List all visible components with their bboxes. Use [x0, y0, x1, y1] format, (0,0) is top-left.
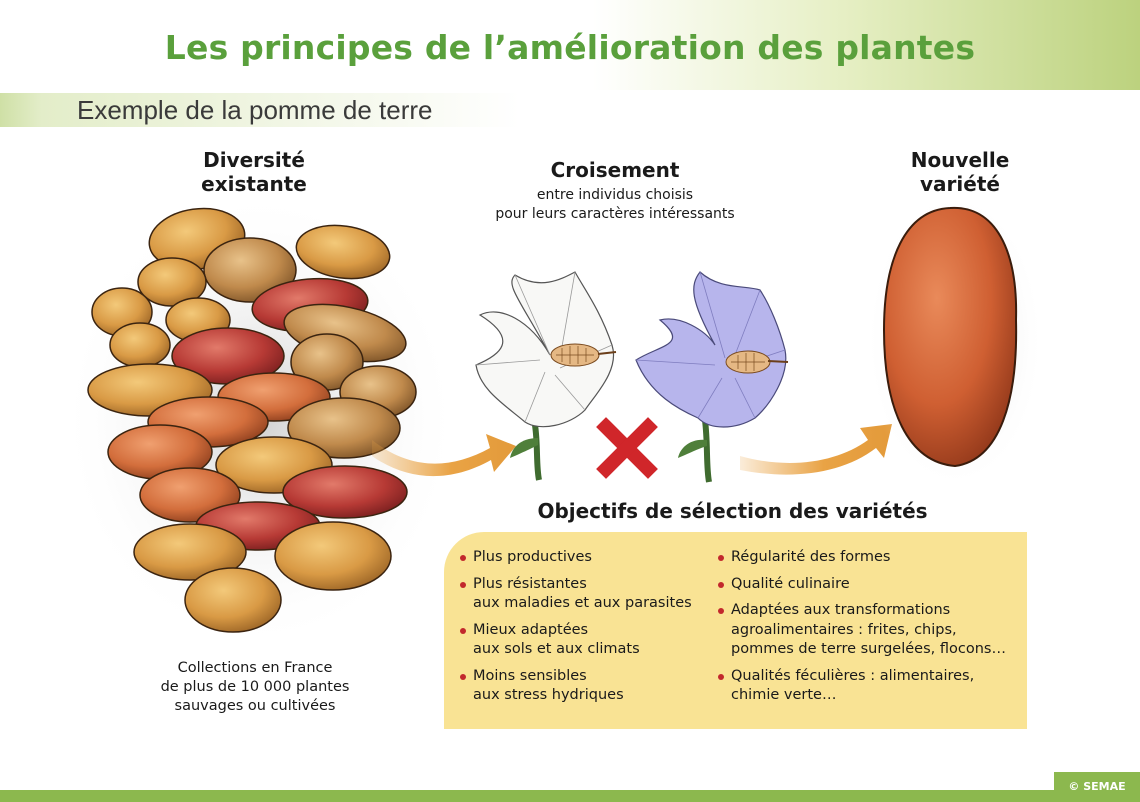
- new-variety-potato-illustration: [865, 190, 1045, 490]
- objective-item: [717, 548, 1022, 568]
- potato-pile-illustration: [60, 190, 460, 650]
- crossing-heading: Croisement: [550, 158, 680, 182]
- objective-item-line3: pommes de terre surgelées, flocons…: [731, 641, 1006, 657]
- objective-item-line1: Plus productives: [473, 549, 592, 565]
- objectives-right-column: [717, 548, 1022, 713]
- objective-item-line1: Qualité culinaire: [731, 575, 850, 592]
- objective-item: [459, 575, 709, 614]
- objective-item-line2: aux maladies et aux parasites: [473, 595, 692, 611]
- crossing-description-line2: pour leurs caractères intéressants: [495, 206, 735, 222]
- diversity-heading-line1: Diversité: [203, 148, 305, 172]
- objective-item-line1: Régularité des formes: [731, 549, 891, 565]
- objective-item-line1: Plus résistantes: [473, 575, 587, 592]
- collections-caption-line3: sauvages ou cultivées: [174, 698, 336, 714]
- footer-bar: [0, 790, 1140, 802]
- objective-item-line1: Moins sensibles: [473, 667, 587, 684]
- objective-item-line2: aux stress hydriques: [473, 687, 624, 703]
- collections-caption-line1: Collections en France: [177, 660, 333, 676]
- diversity-heading-line2: existante: [201, 172, 307, 196]
- objective-item-line1: Qualités féculières : alimentaires,: [731, 667, 975, 684]
- new-variety-heading-line2: variété: [920, 172, 1000, 196]
- blue-flower-illustration: [636, 272, 788, 482]
- objective-item: [717, 667, 1022, 706]
- objective-item: [717, 601, 1022, 660]
- copyright-badge: © SEMAE: [1054, 772, 1140, 802]
- page-title: Les principes de l’amélioration des plantes: [164, 28, 976, 67]
- objective-item-line1: Adaptées aux transformations: [731, 602, 951, 618]
- crossing-description-line1: entre individus choisis: [536, 187, 694, 203]
- new-variety-heading-line1: Nouvelle: [910, 148, 1010, 172]
- objective-item-line2: aux sols et aux climats: [473, 641, 640, 657]
- objectives-left-column: [459, 548, 709, 713]
- new-variety-heading: [860, 148, 1060, 196]
- crossing-description: [440, 186, 790, 224]
- page-subtitle: Exemple de la pomme de terre: [77, 95, 433, 125]
- objective-item-line2: chimie verte…: [731, 687, 837, 703]
- arrow-to-new-variety: [740, 424, 892, 475]
- objective-item-line1: Mieux adaptées: [473, 621, 589, 638]
- objective-item: [717, 575, 1022, 595]
- objective-item: [459, 667, 709, 706]
- collections-caption: [130, 659, 380, 716]
- collections-caption-line2: de plus de 10 000 plantes: [160, 679, 350, 695]
- objective-item-line2: agroalimentaires : frites, chips,: [731, 621, 957, 638]
- objective-item: [459, 548, 709, 568]
- objective-item: [459, 621, 709, 660]
- objectives-title: Objectifs de sélection des variétés: [537, 499, 928, 523]
- diversity-heading: [154, 148, 354, 196]
- cross-symbol-icon: [606, 427, 648, 469]
